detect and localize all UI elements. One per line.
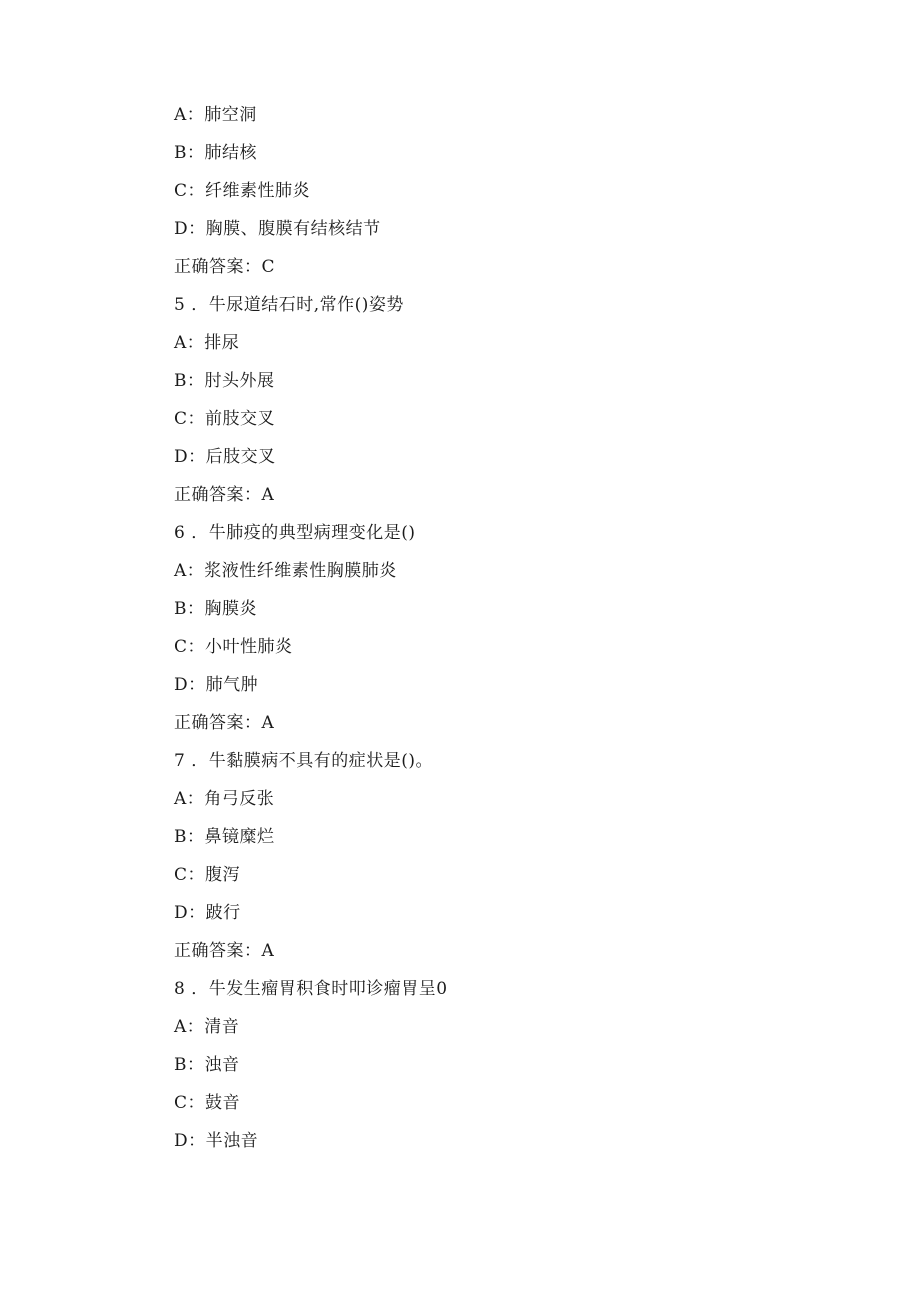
answer-option: B：肺结核 — [174, 143, 257, 163]
answer-option: C：纤维素性肺炎 — [174, 181, 311, 201]
answer-option: A：角弓反张 — [174, 789, 275, 809]
question-text: 6 ．牛肺疫的典型病理变化是() — [174, 523, 416, 543]
question-text: 7 ．牛黏膜病不具有的症状是()。 — [174, 751, 433, 771]
question-list — [174, 96, 834, 1160]
answer-option: D：胸膜、腹膜有结核结节 — [174, 219, 381, 239]
correct-answer: 正确答案：A — [174, 941, 275, 961]
answer-option: A：清音 — [174, 1017, 240, 1037]
answer-option: C：腹泻 — [174, 865, 241, 885]
answer-option: B：浊音 — [174, 1055, 240, 1075]
answer-option: C：小叶性肺炎 — [174, 637, 293, 657]
answer-option: A：排尿 — [174, 333, 240, 353]
correct-answer: 正确答案：C — [174, 257, 276, 277]
answer-option: B：鼻镜糜烂 — [174, 827, 275, 847]
answer-option: D：跛行 — [174, 903, 241, 923]
answer-option: C：鼓音 — [174, 1093, 241, 1113]
answer-option: B：胸膜炎 — [174, 599, 257, 619]
question-text: 5 ．牛尿道结石时,常作()姿势 — [174, 295, 404, 315]
answer-option: D：后肢交叉 — [174, 447, 276, 467]
answer-option: D：半浊音 — [174, 1131, 259, 1151]
correct-answer: 正确答案：A — [174, 485, 275, 505]
correct-answer: 正确答案：A — [174, 713, 275, 733]
answer-option: C：前肢交叉 — [174, 409, 276, 429]
answer-option: A：肺空洞 — [174, 105, 257, 125]
answer-option: A：浆液性纤维素性胸膜肺炎 — [174, 561, 397, 581]
answer-option: B：肘头外展 — [174, 371, 275, 391]
question-text: 8 ．牛发生瘤胃积食时叩诊瘤胃呈0 — [174, 979, 448, 999]
answer-option: D：肺气肿 — [174, 675, 259, 695]
